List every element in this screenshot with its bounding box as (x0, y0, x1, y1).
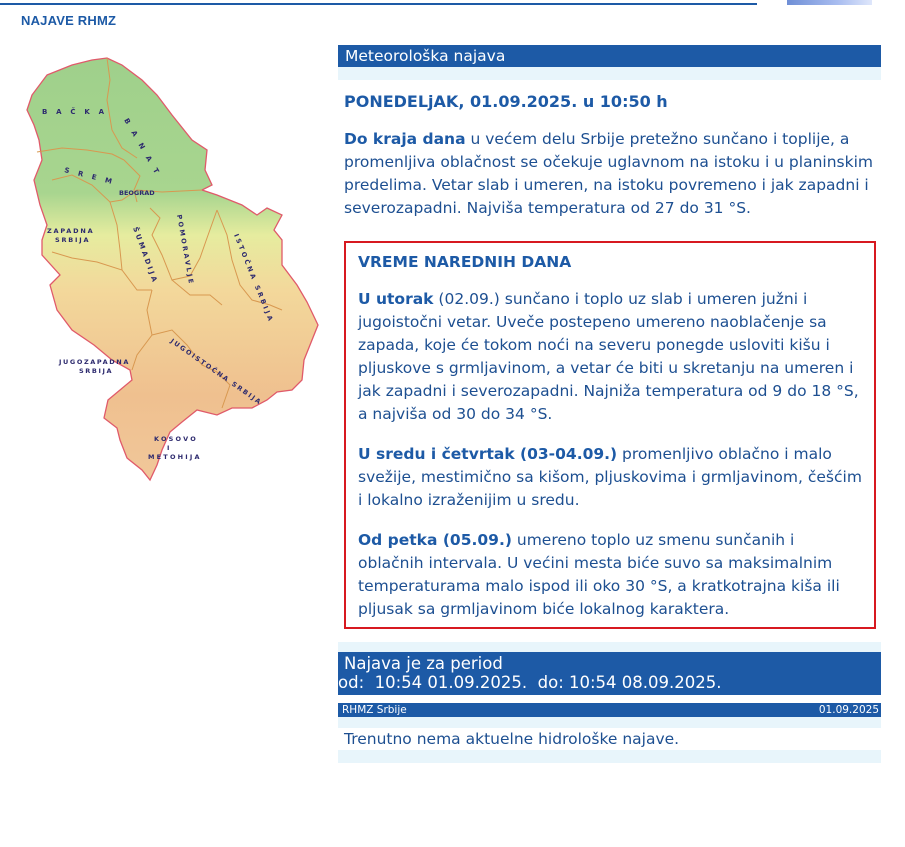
map-label-banat: B A N A T (122, 117, 162, 178)
hydro-forecast-text: Trenutno nema aktuelne hidrološke najave. (338, 728, 881, 750)
next-days-box (344, 241, 876, 629)
map-label-sumadija: ŠUMADIJA (131, 225, 160, 286)
map-label-beograd: BEOGRAD (119, 189, 155, 197)
map-label-kosovo-1: KOSOVO (154, 435, 198, 443)
map-label-zapadna-2: SRBIJA (55, 236, 91, 244)
forecast-date-heading: PONEDELjAK, 01.09.2025. u 10:50 h (344, 92, 668, 111)
period-range: od: 10:54 01.09.2025. do: 10:54 08.09.2025. (338, 673, 722, 692)
section-title: NAJAVE RHMZ (21, 13, 117, 28)
header-spacer-bar (338, 67, 881, 80)
source-footer-bar (338, 703, 881, 717)
forecast-period (338, 652, 881, 695)
period-spacer-bar (338, 642, 881, 652)
serbia-regions-map[interactable] (12, 40, 327, 490)
today-lead: Do kraja dana (344, 130, 466, 148)
next-day-lead: U sredu i četvrtak (03-04.09.) (358, 445, 618, 463)
map-label-kosovo-2: I (167, 444, 170, 452)
next-day-text: umereno toplo uz smenu sunčanih i oblačnih intervala. U većini mesta biće suvo sa maksimalnim temperaturama malo ispod ili oko 30 °S, a kratkotrajna kiša ili pljusak sa grmljavinom biće lokalnog karaktera. (358, 531, 840, 618)
next-day-item (358, 529, 862, 621)
map-label-jugoistocna: JUGOISTOČNA SRBIJA (168, 337, 264, 407)
forecast-header: Meteorološka najava (338, 45, 881, 67)
source-date: 01.09.2025 (818, 704, 879, 716)
map-label-jugozapadna-2: SRBIJA (79, 367, 114, 375)
map-label-istocna: ISTOČNA SRBIJA (232, 232, 276, 325)
top-divider (0, 3, 757, 5)
today-text: u većem delu Srbije pretežno sunčano i toplije, a promenljiva oblačnost se očekuje uglavnom na istoku i u planinskim predelima. Vetar slab i umeren, na istoku povremeno i jak zapadni i severozapadni. Najviša temperatura od 27 do 31 °S. (344, 130, 873, 217)
next-day-lead: U utorak (358, 290, 434, 308)
header-logo-image[interactable] (787, 0, 872, 5)
map-label-zapadna-1: ZAPADNA (47, 227, 95, 235)
today-forecast (344, 128, 874, 220)
map-label-backa: B A Č K A (42, 108, 108, 116)
source-label: RHMZ Srbije (342, 704, 407, 716)
next-day-lead: Od petka (05.09.) (358, 531, 512, 549)
serbia-outline (27, 58, 318, 480)
map-label-kosovo-3: METOHIJA (148, 453, 202, 461)
hydro-spacer-bar (338, 717, 881, 728)
next-days-title: VREME NAREDNIH DANA (358, 253, 572, 271)
next-day-item (358, 288, 862, 426)
map-label-jugozapadna-1: JUGOZAPADNA (59, 358, 130, 366)
map-label-srem: S R E M (63, 166, 116, 187)
next-day-text: (02.09.) sunčano i toplo uz slab i umeren južni i jugoistočni vetar. Uveče postepeno umereno naoblačenje sa zapada, koje će tokom noći na severu ponegde usloviti kišu i pljuskove s grmljavinom, a vetar će biti u skretanju na umeren i jak zapadni i severozapadni. Najniža temperatura od 9 do 18 °S, a najviša od 30 do 34 °S. (358, 290, 859, 423)
map-label-pomoravlje: POMORAVLJE (175, 213, 196, 287)
next-day-text: promenljivo oblačno i malo svežije, mestimično sa kišom, pljuskovima i grmljavinom, češćim i lokalno izraženijim u sredu. (358, 445, 862, 509)
next-day-item (358, 443, 862, 512)
hydro-bottom-bar (338, 750, 881, 763)
period-label: Najava je za period (344, 654, 503, 673)
forecast-panel (338, 45, 881, 763)
